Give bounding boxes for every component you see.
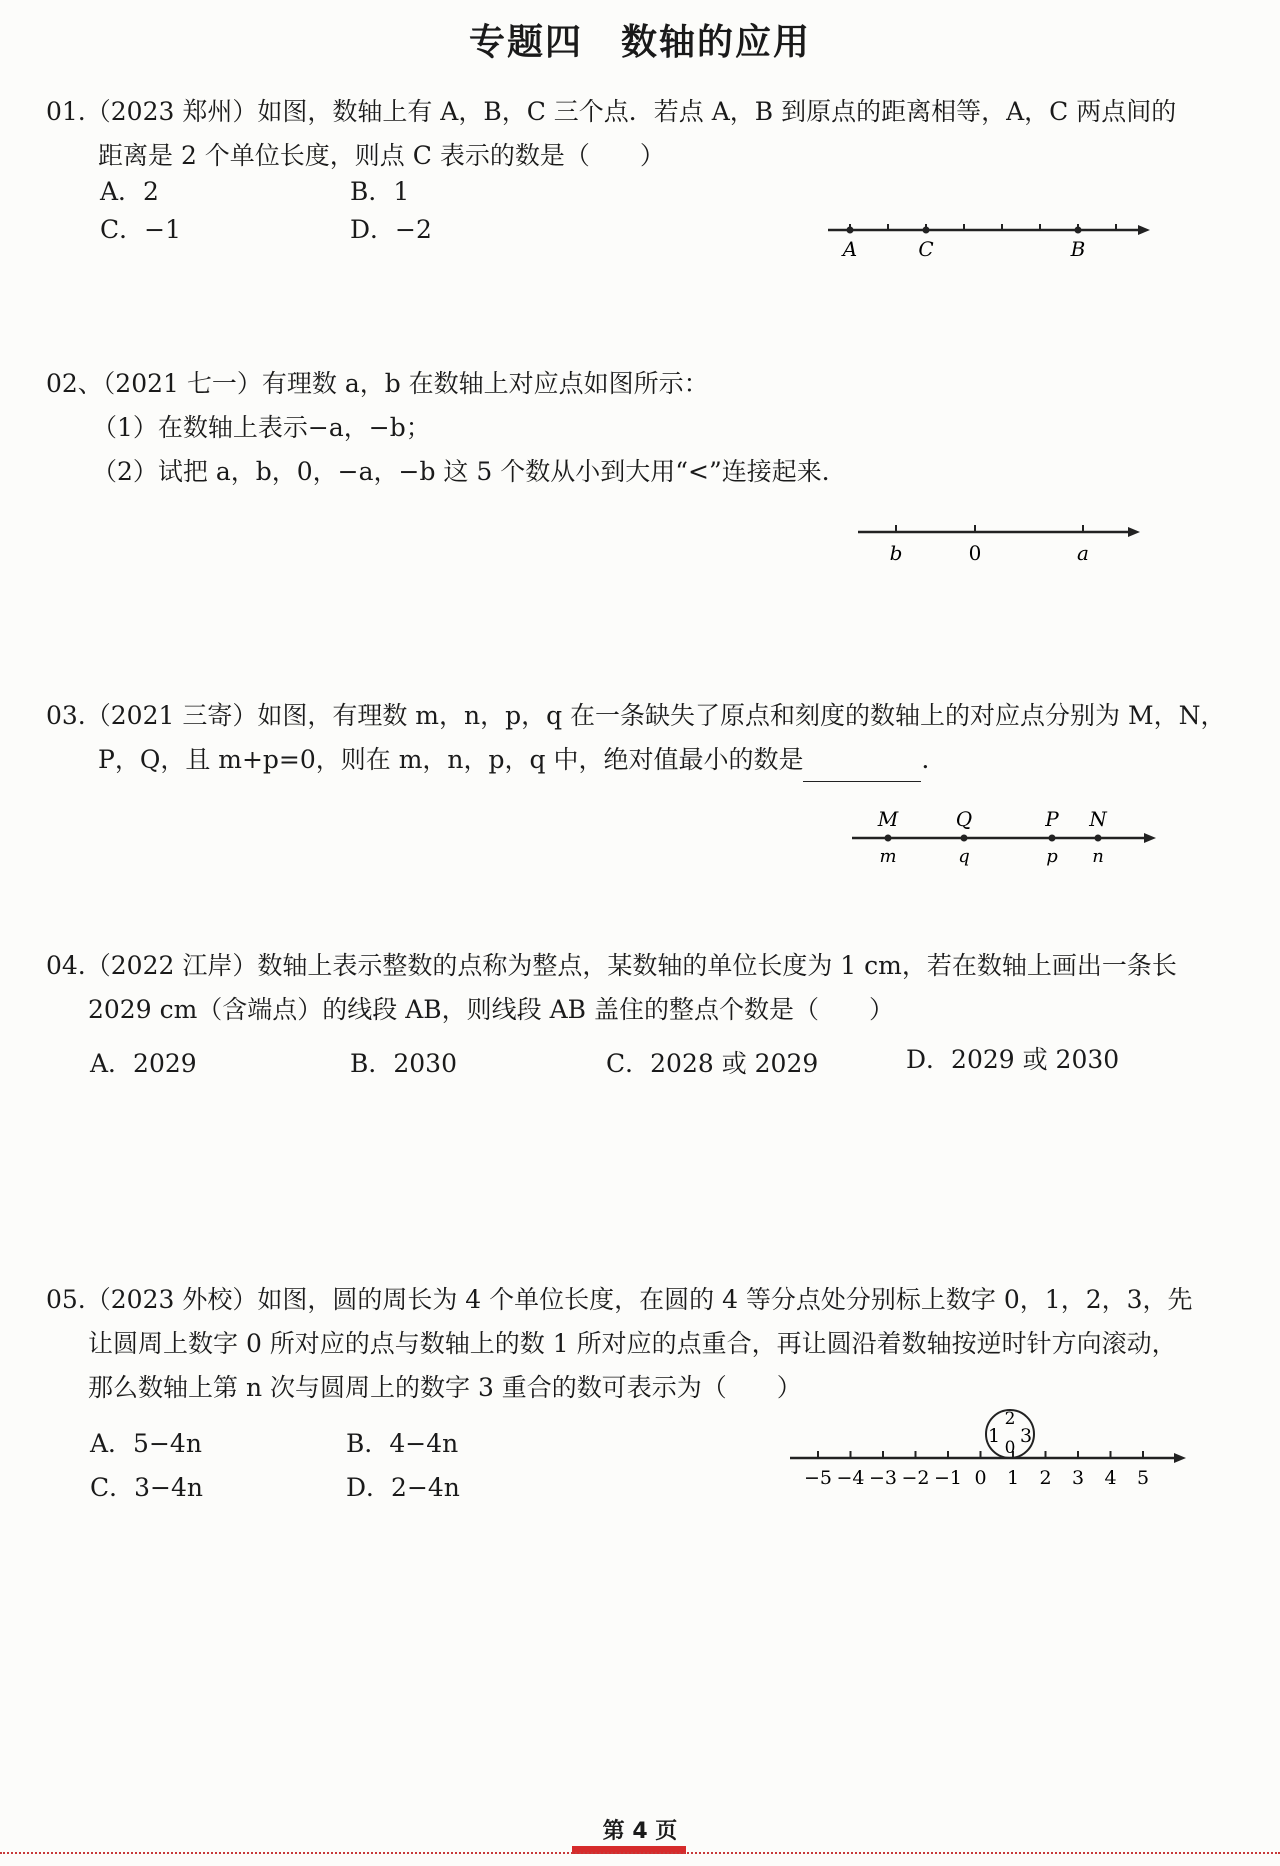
question-1-option-c: C．−1	[100, 215, 181, 244]
point-m-label: M	[877, 807, 899, 831]
question-1-text-line-2: 距离是 2 个单位长度，则点 C 表示的数是（ ）	[98, 141, 665, 170]
question-4-option-d: D．2029 或 2030	[906, 1045, 1120, 1074]
question-5-text-line-1: 05.（2023 外校）如图，圆的周长为 4 个单位长度，在圆的 4 等分点处分别标上数字 0，1，2，3，先	[46, 1285, 1193, 1314]
question-4-option-a: A．2029	[90, 1049, 197, 1078]
footer-divider	[0, 1852, 1280, 1854]
value-m-label: m	[879, 846, 897, 867]
point-a-label: a	[1077, 541, 1089, 565]
question-5-option-c: C．3−4n	[90, 1473, 203, 1502]
tick-label: 1	[1006, 1467, 1020, 1489]
point-b-label: B	[1070, 237, 1086, 261]
tick-label: 3	[1071, 1467, 1085, 1489]
circle-digit-1: 1	[987, 1425, 1001, 1447]
question-1-option-b: B．1	[350, 177, 410, 206]
question-4	[46, 944, 1226, 1032]
origin-label: 0	[968, 541, 982, 565]
question-5	[46, 1278, 1226, 1410]
question-5-text-line-3: 那么数轴上第 n 次与圆周上的数字 3 重合的数可表示为（ ）	[88, 1373, 802, 1402]
tick-label: 2	[1039, 1467, 1052, 1489]
question-3-text-line-1: 03.（2021 三寄）如图，有理数 m，n，p，q 在一条缺失了原点和刻度的数轴上的对应点分别为 M，N，	[46, 701, 1226, 730]
point-p-label: P	[1045, 807, 1059, 831]
value-n-label: n	[1092, 846, 1104, 867]
question-3	[46, 694, 1226, 782]
question-1-text-line-1: 01.（2023 郑州）如图，数轴上有 A，B，C 三个点．若点 A，B 到原点的距离相等，A，C 两点间的	[46, 97, 1177, 126]
page-title: 专题四 数轴的应用	[468, 22, 811, 63]
question-1-option-d: D．−2	[350, 215, 432, 244]
question-4-text-line-2: 2029 cm（含端点）的线段 AB，则线段 AB 盖住的整点个数是（ ）	[88, 995, 894, 1024]
tick-label: −4	[836, 1467, 865, 1489]
question-3-number-line	[846, 800, 1156, 880]
tick-label: 4	[1104, 1467, 1117, 1489]
question-4-text-line-1: 04.（2022 江岸）数轴上表示整数的点称为整点，某数轴的单位长度为 1 cm，若在数轴上画出一条长	[46, 951, 1177, 980]
question-2-text-line-3: （2）试把 a，b，0，−a，−b 这 5 个数从小到大用“<”连接起来．	[92, 457, 847, 486]
question-2-number-line	[850, 510, 1140, 580]
point-a-label: A	[842, 237, 858, 261]
circle-digit-2: 2	[1004, 1409, 1016, 1429]
tick-label: −1	[933, 1467, 963, 1489]
question-4-option-c: C．2028 或 2029	[606, 1049, 819, 1078]
tick-label: −5	[803, 1467, 833, 1489]
tick-label: 5	[1136, 1467, 1150, 1489]
circle-digit-3: 3	[1019, 1425, 1033, 1447]
question-5-option-a: A．5−4n	[90, 1429, 202, 1458]
question-5-option-d: D．2−4n	[346, 1473, 460, 1502]
tick-label: 0	[974, 1467, 987, 1489]
question-3-text-line-2: P，Q，且 m+p=0，则在 m，n，p，q 中，绝对值最小的数是	[98, 745, 804, 774]
point-b-label: b	[889, 541, 903, 565]
question-4-option-b: B．2030	[350, 1049, 457, 1078]
question-1-option-a: A．2	[100, 177, 159, 206]
question-5-text-line-2: 让圆周上数字 0 所对应的点与数轴上的数 1 所对应的点重合，再让圆沿着数轴按逆时针方向滚动，	[88, 1329, 1177, 1358]
circle-digit-0: 0	[1004, 1438, 1016, 1458]
question-1	[46, 90, 1226, 178]
question-5-option-b: B．4−4n	[346, 1429, 459, 1458]
question-2	[46, 362, 1226, 494]
point-q-label: Q	[955, 807, 973, 831]
question-1-number-line	[820, 200, 1150, 270]
question-2-text-line-2: （1）在数轴上表示−a，−b；	[92, 413, 431, 442]
question-5-number-line	[786, 1398, 1186, 1498]
page-number: 第 4 页	[602, 1819, 678, 1844]
question-3-text-end: ．	[921, 745, 947, 774]
value-p-label: p	[1046, 846, 1058, 867]
value-q-label: q	[958, 846, 970, 867]
answer-blank[interactable]	[803, 753, 921, 782]
point-c-label: C	[918, 237, 934, 261]
tick-label: −2	[901, 1467, 930, 1489]
tick-label: −3	[868, 1467, 898, 1489]
point-n-label: N	[1089, 807, 1107, 831]
question-2-text-line-1: 02、（2021 七一）有理数 a，b 在数轴上对应点如图所示：	[46, 369, 709, 398]
